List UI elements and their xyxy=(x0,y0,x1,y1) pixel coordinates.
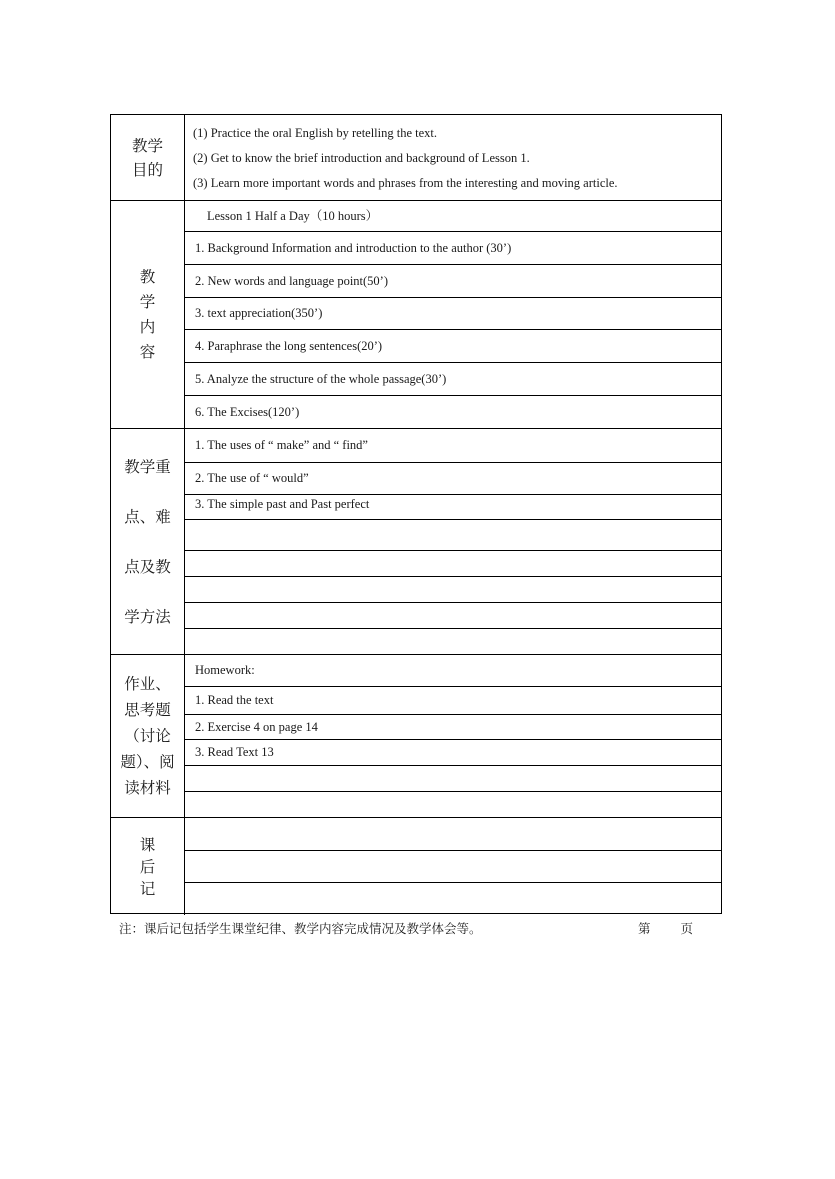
key-point-item: 1. The uses of “ make” and “ find” xyxy=(185,429,721,463)
homework-row-empty xyxy=(185,766,721,792)
content-item: 1. Background Information and introduction to the author (30’) xyxy=(185,232,721,265)
objectives-label-line-2: 目的 xyxy=(131,160,163,179)
content-label-char: 教 xyxy=(139,267,156,286)
homework-label xyxy=(111,655,185,817)
key-point-item: 3. The simple past and Past perfect xyxy=(185,495,721,520)
page-suffix: 页 xyxy=(680,921,694,936)
page-number xyxy=(638,919,719,937)
homework-item: 2. Exercise 4 on page 14 xyxy=(185,715,721,740)
notes-label-char: 后 xyxy=(139,857,156,876)
homework-label-line: 作业、 xyxy=(124,675,171,693)
content-label-char: 内 xyxy=(139,317,156,336)
notes-label-char: 课 xyxy=(139,835,156,854)
lesson-title: Lesson 1 Half a Day（10 hours） xyxy=(185,201,721,232)
objective-item: (1) Practice the oral English by retelling the text. xyxy=(193,126,438,140)
content-item: 2. New words and language point(50’) xyxy=(185,265,721,298)
homework-heading: Homework: xyxy=(185,655,721,687)
objective-item: (3) Learn more important words and phrases from the interesting and moving article. xyxy=(193,176,618,190)
homework-item: 1. Read the text xyxy=(185,687,721,715)
homework-section xyxy=(111,655,721,818)
content-label-char: 学 xyxy=(139,292,156,311)
content-item: 6. The Excises(120’) xyxy=(195,405,300,420)
lesson-plan-table xyxy=(110,114,722,914)
notes-row-empty xyxy=(185,818,721,851)
key-point-row-empty xyxy=(185,629,721,655)
key-points-label-line: 点、难 xyxy=(124,507,171,526)
key-point-item: 2. The use of “ would” xyxy=(185,463,721,495)
content-item: 4. Paraphrase the long sentences(20’) xyxy=(185,330,721,363)
homework-label-line: 题）、阅 xyxy=(120,753,175,771)
notes-label-char: 记 xyxy=(139,879,156,898)
key-points-label-line: 学方法 xyxy=(124,607,171,626)
key-point-row-empty xyxy=(185,520,721,551)
key-points-section xyxy=(111,429,721,655)
homework-label-line: （讨论 xyxy=(124,727,171,745)
objectives-label xyxy=(111,115,185,200)
page-prefix: 第 xyxy=(638,921,651,936)
content-section xyxy=(111,201,721,429)
content-label xyxy=(111,201,185,428)
objectives-section xyxy=(111,115,721,201)
key-point-row-empty xyxy=(185,603,721,629)
content-item: 5. Analyze the structure of the whole passage(30’) xyxy=(185,363,721,396)
objectives-label-line-1: 教学 xyxy=(131,136,163,155)
homework-row-empty xyxy=(185,792,721,818)
footer-note: 注：课后记包括学生课堂纪律、教学内容完成情况及教学体会等。 xyxy=(119,921,482,936)
key-point-row-empty xyxy=(185,551,721,577)
key-points-label-line: 点及教 xyxy=(124,557,171,576)
notes-row-empty xyxy=(185,883,721,915)
notes-row-empty xyxy=(185,851,721,883)
homework-item: 3. Read Text 13 xyxy=(185,740,721,766)
key-points-label-line: 教学重 xyxy=(124,457,171,476)
key-point-row-empty xyxy=(185,577,721,603)
content-label-char: 容 xyxy=(139,342,156,361)
objectives-list xyxy=(193,121,618,196)
key-points-label xyxy=(111,429,185,654)
homework-label-line: 思考题 xyxy=(124,701,171,719)
notes-label xyxy=(111,818,185,915)
objective-item: (2) Get to know the brief introduction and background of Lesson 1. xyxy=(193,151,530,165)
notes-section xyxy=(111,818,721,915)
content-item: 3. text appreciation(350’) xyxy=(185,298,721,330)
homework-label-line: 读材料 xyxy=(124,779,171,797)
